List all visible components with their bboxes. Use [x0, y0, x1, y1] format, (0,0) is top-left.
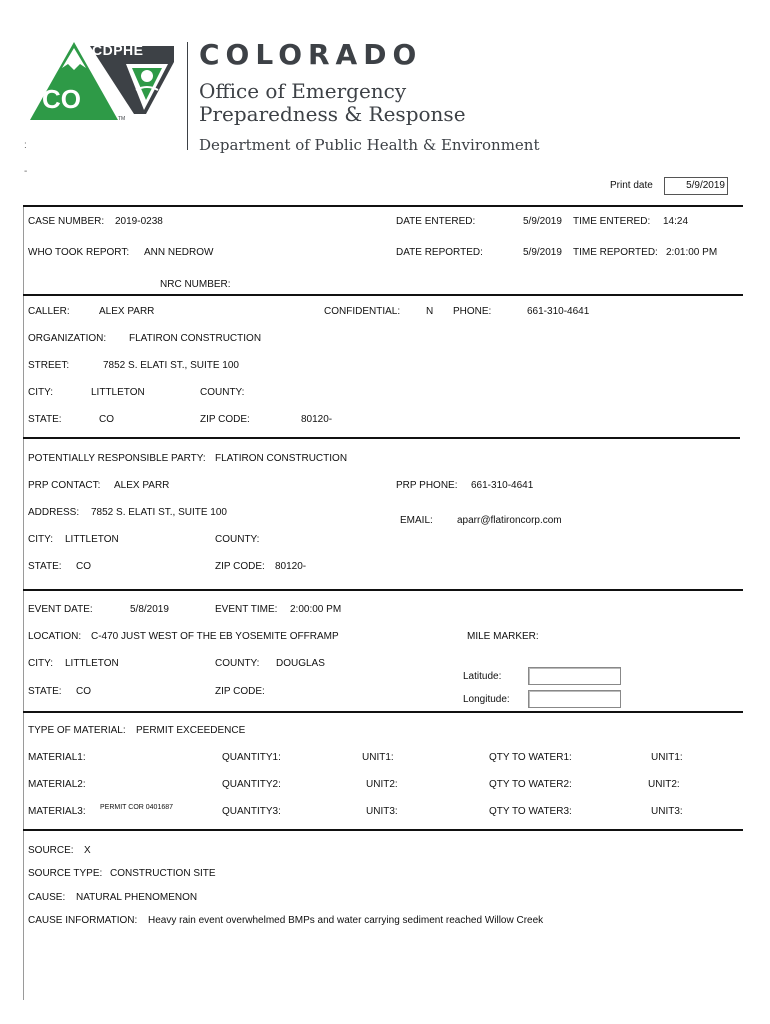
print-date-box [664, 177, 728, 195]
prp-contact-label: PRP CONTACT: [28, 480, 101, 491]
event-zip-label: ZIP CODE: [215, 686, 265, 697]
prp-contact-value: ALEX PARR [114, 480, 170, 491]
street-value: 7852 S. ELATI ST., SUITE 100 [103, 360, 239, 371]
logo-divider [187, 42, 188, 150]
event-county-value: DOUGLAS [276, 658, 325, 669]
time-reported-value: 2:01:00 PM [666, 247, 718, 258]
section-rule-material [23, 711, 743, 713]
quantity-1-label: QUANTITY1: [222, 752, 281, 763]
prp-party-value: FLATIRON CONSTRUCTION [215, 453, 348, 464]
prp-city-value: LITTLETON [65, 534, 119, 545]
prp-county-label: COUNTY: [215, 534, 260, 545]
caller-value: ALEX PARR [99, 306, 155, 317]
qty-to-water-1-label: QTY TO WATER1: [489, 752, 572, 763]
caller-label: CALLER: [28, 306, 70, 317]
location-value: C-470 JUST WEST OF THE EB YOSEMITE OFFRAMP [91, 631, 339, 642]
event-county-label: COUNTY: [215, 658, 260, 669]
water-unit-2-label: UNIT2: [648, 779, 680, 790]
cause-label: CAUSE: [28, 892, 66, 903]
prp-address-value: 7852 S. ELATI ST., SUITE 100 [91, 507, 227, 518]
section-rule-caller [23, 294, 743, 296]
unit-2-label: UNIT2: [366, 779, 398, 790]
material-1-label: MATERIAL1: [28, 752, 86, 763]
caller-state-value: CO [99, 414, 114, 425]
unit-3-label: UNIT3: [366, 806, 398, 817]
office-line-2: Preparedness & Response [199, 102, 466, 126]
time-reported-label: TIME REPORTED: [573, 247, 658, 258]
print-date-value: 5/9/2019 [686, 180, 725, 191]
prp-address-label: ADDRESS: [28, 507, 80, 518]
left-margin-line [23, 205, 24, 1000]
prp-state-value: CO [76, 561, 91, 572]
quantity-3-label: QUANTITY3: [222, 806, 281, 817]
caller-zip-value: 80120- [301, 414, 333, 425]
prp-email-label: EMAIL: [400, 515, 433, 526]
trademark-mark: TM [118, 116, 126, 122]
prp-zip-label: ZIP CODE: [215, 561, 265, 572]
cdphe-badge-text: CDPHE [92, 42, 144, 58]
caller-county-label: COUNTY: [200, 387, 245, 398]
department-line: Department of Public Health & Environment [199, 136, 540, 154]
caller-zip-label: ZIP CODE: [200, 414, 250, 425]
mile-marker-label: MILE MARKER: [467, 631, 539, 642]
date-reported-label: DATE REPORTED: [396, 247, 483, 258]
case-number-value: 2019-0238 [115, 216, 163, 227]
location-label: LOCATION: [28, 631, 82, 642]
cause-information-label: CAUSE INFORMATION: [28, 915, 138, 926]
water-unit-3-label: UNIT3: [651, 806, 683, 817]
who-took-report-label: WHO TOOK REPORT: [28, 247, 130, 258]
confidential-label: CONFIDENTIAL: [324, 306, 401, 317]
section-rule-source [23, 829, 743, 831]
source-type-label: SOURCE TYPE: [28, 868, 103, 879]
prp-party-label: POTENTIALLY RESPONSIBLE PARTY: [28, 453, 206, 464]
date-entered-label: DATE ENTERED: [396, 216, 476, 227]
unit-1-label: UNIT1: [362, 752, 394, 763]
print-date-label: Print date [610, 180, 653, 191]
state-wordmark: COLORADO [199, 38, 423, 71]
event-date-value: 5/8/2019 [130, 604, 169, 615]
co-monogram: CO [42, 84, 81, 114]
longitude-label: Longitude: [463, 694, 510, 705]
prp-email-value: aparr@flatironcorp.com [457, 515, 562, 526]
cause-information-value: Heavy rain event overwhelmed BMPs and water carrying sediment reached Willow Creek [148, 915, 544, 926]
event-time-value: 2:00:00 PM [290, 604, 342, 615]
prp-phone-value: 661-310-4641 [471, 480, 534, 491]
nrc-number-label: NRC NUMBER: [160, 279, 231, 290]
material-3-value: PERMIT COR 0401687 [100, 804, 174, 811]
source-value: X [84, 845, 91, 856]
margin-dash: - [24, 166, 28, 177]
latitude-field[interactable] [528, 667, 621, 685]
material-3-label: MATERIAL3: [28, 806, 86, 817]
margin-colon: : [24, 140, 27, 151]
section-rule-case [23, 205, 743, 207]
cause-value: NATURAL PHENOMENON [76, 892, 198, 903]
street-label: STREET: [28, 360, 70, 371]
caller-city-label: CITY: [28, 387, 54, 398]
material-type-label: TYPE OF MATERIAL: [28, 725, 126, 736]
qty-to-water-3-label: QTY TO WATER3: [489, 806, 572, 817]
event-state-label: STATE: [28, 686, 62, 697]
event-date-label: EVENT DATE: [28, 604, 93, 615]
source-type-value: CONSTRUCTION SITE [110, 868, 216, 879]
caller-city-value: LITTLETON [91, 387, 145, 398]
water-unit-1-label: UNIT1: [651, 752, 683, 763]
material-2-label: MATERIAL2: [28, 779, 86, 790]
prp-zip-value: 80120- [275, 561, 307, 572]
event-time-label: EVENT TIME: [215, 604, 278, 615]
longitude-field[interactable] [528, 690, 621, 708]
case-number-label: CASE NUMBER: [28, 216, 105, 227]
phone-label: PHONE: [453, 306, 492, 317]
prp-phone-label: PRP PHONE: [396, 480, 458, 491]
event-state-value: CO [76, 686, 91, 697]
organization-label: ORGANIZATION: [28, 333, 107, 344]
phone-value: 661-310-4641 [527, 306, 590, 317]
time-entered-value: 14:24 [663, 216, 689, 227]
organization-value: FLATIRON CONSTRUCTION [129, 333, 262, 344]
who-took-report-value: ANN NEDROW [144, 247, 214, 258]
event-city-label: CITY: [28, 658, 54, 669]
section-rule-event [23, 589, 743, 591]
qty-to-water-2-label: QTY TO WATER2: [489, 779, 572, 790]
material-type-value: PERMIT EXCEEDENCE [136, 725, 246, 736]
caller-state-label: STATE: [28, 414, 62, 425]
date-reported-value: 5/9/2019 [523, 247, 562, 258]
time-entered-label: TIME ENTERED: [573, 216, 651, 227]
source-label: SOURCE: [28, 845, 74, 856]
date-entered-value: 5/9/2019 [523, 216, 562, 227]
office-line-1: Office of Emergency [199, 79, 407, 103]
latitude-label: Latitude: [463, 671, 502, 682]
prp-state-label: STATE: [28, 561, 62, 572]
section-rule-prp [23, 437, 740, 439]
confidential-value: N [426, 306, 434, 317]
quantity-2-label: QUANTITY2: [222, 779, 281, 790]
event-city-value: LITTLETON [65, 658, 119, 669]
prp-city-label: CITY: [28, 534, 54, 545]
